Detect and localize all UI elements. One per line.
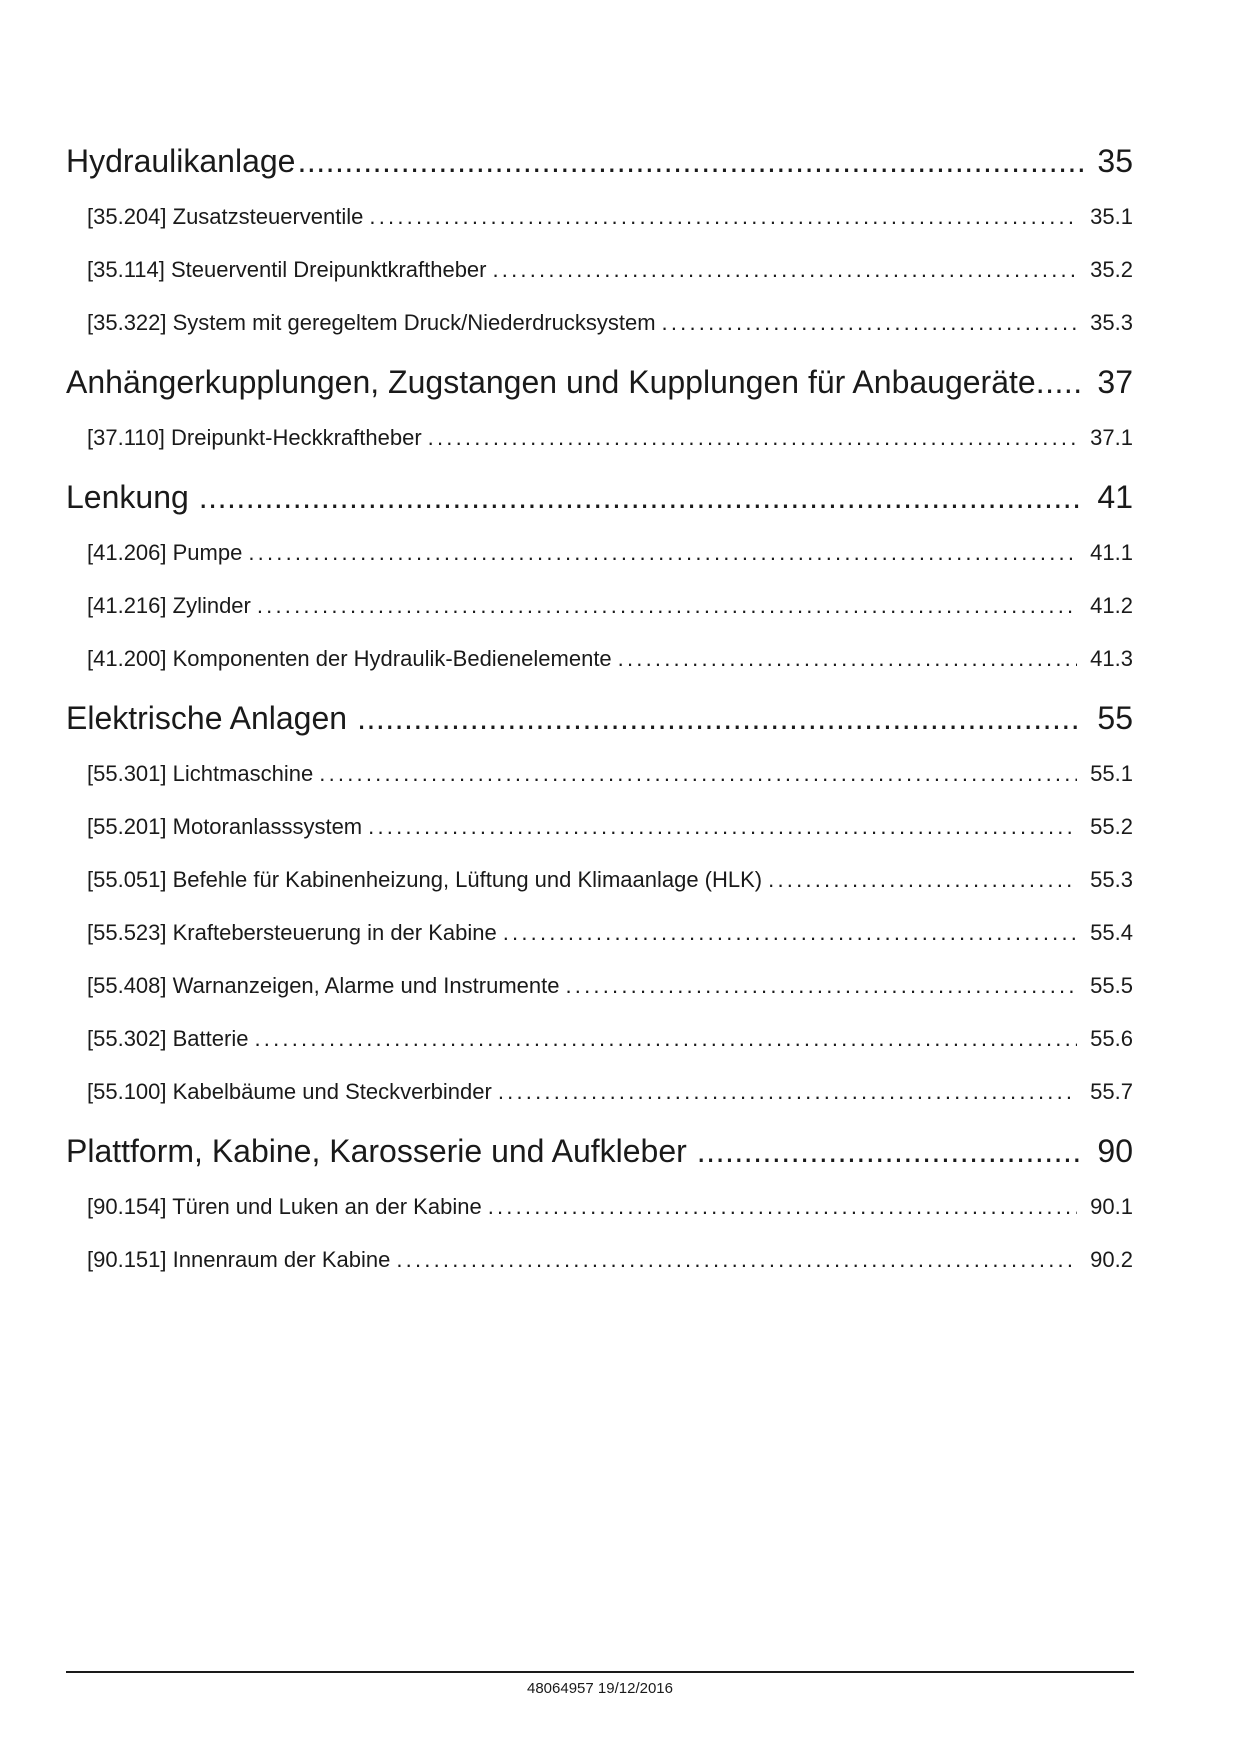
section-title: [35.322] System mit geregeltem Druck/Niederdrucksystem <box>87 310 656 335</box>
chapter-title: Elektrische Anlagen <box>66 700 348 736</box>
section-page-number: 55.1 <box>1090 761 1133 786</box>
section-title: [55.100] Kabelbäume und Steckverbinder <box>87 1079 492 1104</box>
section-page-number: 41.3 <box>1090 646 1133 671</box>
section-title: [90.154] Türen und Luken an der Kabine <box>87 1194 482 1219</box>
toc-section[interactable] <box>66 526 1133 579</box>
toc-section[interactable] <box>66 800 1133 853</box>
section-title: [55.302] Batterie <box>87 1026 249 1051</box>
section-page-number: 41.1 <box>1090 540 1133 565</box>
section-title: [41.216] Zylinder <box>87 593 251 618</box>
toc-section[interactable] <box>66 1065 1133 1118</box>
section-page-number: 35.1 <box>1090 204 1133 229</box>
chapter-title: Plattform, Kabine, Karosserie und Aufkleber <box>66 1133 687 1169</box>
dot-leader <box>493 243 1078 296</box>
dot-leader <box>396 1233 1077 1286</box>
chapter-page-number: 37 <box>1097 364 1133 400</box>
dot-leader <box>257 579 1077 632</box>
toc-chapter-lenkung[interactable] <box>66 468 1133 526</box>
dot-leader <box>565 959 1077 1012</box>
section-page-number: 55.6 <box>1090 1026 1133 1051</box>
section-page-number: 55.4 <box>1090 920 1133 945</box>
chapter-title: Anhängerkupplungen, Zugstangen und Kupplungen für Anbaugeräte <box>66 364 1036 400</box>
toc-chapter-elektrische-anlagen[interactable] <box>66 689 1133 747</box>
toc-section[interactable] <box>66 853 1133 906</box>
toc-section[interactable] <box>66 1180 1133 1233</box>
section-title: [55.523] Kraftebersteuerung in der Kabine <box>87 920 497 945</box>
section-title: [55.408] Warnanzeigen, Alarme und Instrumente <box>87 973 560 998</box>
section-title: [55.201] Motoranlasssystem <box>87 814 363 839</box>
section-title: [55.051] Befehle für Kabinenheizung, Lüftung und Klimaanlage (HLK) <box>87 867 763 892</box>
dot-leader <box>319 747 1077 800</box>
section-title: [41.200] Komponenten der Hydraulik-Bedienelemente <box>87 646 612 671</box>
dot-leader <box>503 906 1077 959</box>
toc-section[interactable] <box>66 1233 1133 1286</box>
section-page-number: 90.1 <box>1090 1194 1133 1219</box>
dot-leader <box>618 632 1077 685</box>
section-page-number: 55.3 <box>1090 867 1133 892</box>
dot-leader <box>357 689 1083 747</box>
dot-leader <box>662 296 1077 349</box>
toc-chapter-plattform-kabine[interactable] <box>66 1122 1133 1180</box>
toc-section[interactable] <box>66 747 1133 800</box>
section-title: [35.204] Zusatzsteuerventile <box>87 204 364 229</box>
dot-leader <box>768 853 1077 906</box>
footer-divider <box>66 1671 1134 1673</box>
dot-leader <box>1036 353 1085 411</box>
toc-section[interactable] <box>66 190 1133 243</box>
dot-leader <box>488 1180 1077 1233</box>
toc-section[interactable] <box>66 959 1133 1012</box>
dot-leader <box>297 132 1083 190</box>
toc-section[interactable] <box>66 579 1133 632</box>
section-page-number: 55.5 <box>1090 973 1133 998</box>
section-page-number: 37.1 <box>1090 425 1133 450</box>
chapter-page-number: 55 <box>1097 700 1133 736</box>
section-title: [55.301] Lichtmaschine <box>87 761 314 786</box>
section-page-number: 55.7 <box>1090 1079 1133 1104</box>
dot-leader <box>199 468 1083 526</box>
section-page-number: 35.3 <box>1090 310 1133 335</box>
toc-section[interactable] <box>66 1012 1133 1065</box>
section-title: [90.151] Innenraum der Kabine <box>87 1247 391 1272</box>
toc-section[interactable] <box>66 632 1133 685</box>
section-title: [37.110] Dreipunkt-Heckkraftheber <box>87 425 422 450</box>
chapter-page-number: 35 <box>1097 143 1133 179</box>
dot-leader <box>697 1122 1083 1180</box>
dot-leader <box>369 190 1077 243</box>
toc-section[interactable] <box>66 906 1133 959</box>
footer-document-id: 48064957 19/12/2016 <box>527 1680 673 1697</box>
chapter-page-number: 41 <box>1097 479 1133 515</box>
toc-section[interactable] <box>66 296 1133 349</box>
chapter-title: Lenkung <box>66 479 189 515</box>
section-page-number: 41.2 <box>1090 593 1133 618</box>
chapter-page-number: 90 <box>1097 1133 1133 1169</box>
dot-leader <box>368 800 1077 853</box>
toc-section[interactable] <box>66 411 1133 464</box>
chapter-title: Hydraulikanlage <box>66 143 296 179</box>
section-title: [35.114] Steuerventil Dreipunktkraftheber <box>87 257 487 282</box>
toc-chapter-hydraulikanlage[interactable] <box>66 132 1133 190</box>
table-of-contents <box>66 132 1133 1286</box>
section-page-number: 90.2 <box>1090 1247 1133 1272</box>
dot-leader <box>428 411 1077 464</box>
section-page-number: 35.2 <box>1090 257 1133 282</box>
toc-chapter-anhaengerkupplungen[interactable] <box>66 353 1133 411</box>
dot-leader <box>498 1065 1077 1118</box>
dot-leader <box>254 1012 1077 1065</box>
section-page-number: 55.2 <box>1090 814 1133 839</box>
toc-section[interactable] <box>66 243 1133 296</box>
dot-leader <box>248 526 1077 579</box>
section-title: [41.206] Pumpe <box>87 540 243 565</box>
